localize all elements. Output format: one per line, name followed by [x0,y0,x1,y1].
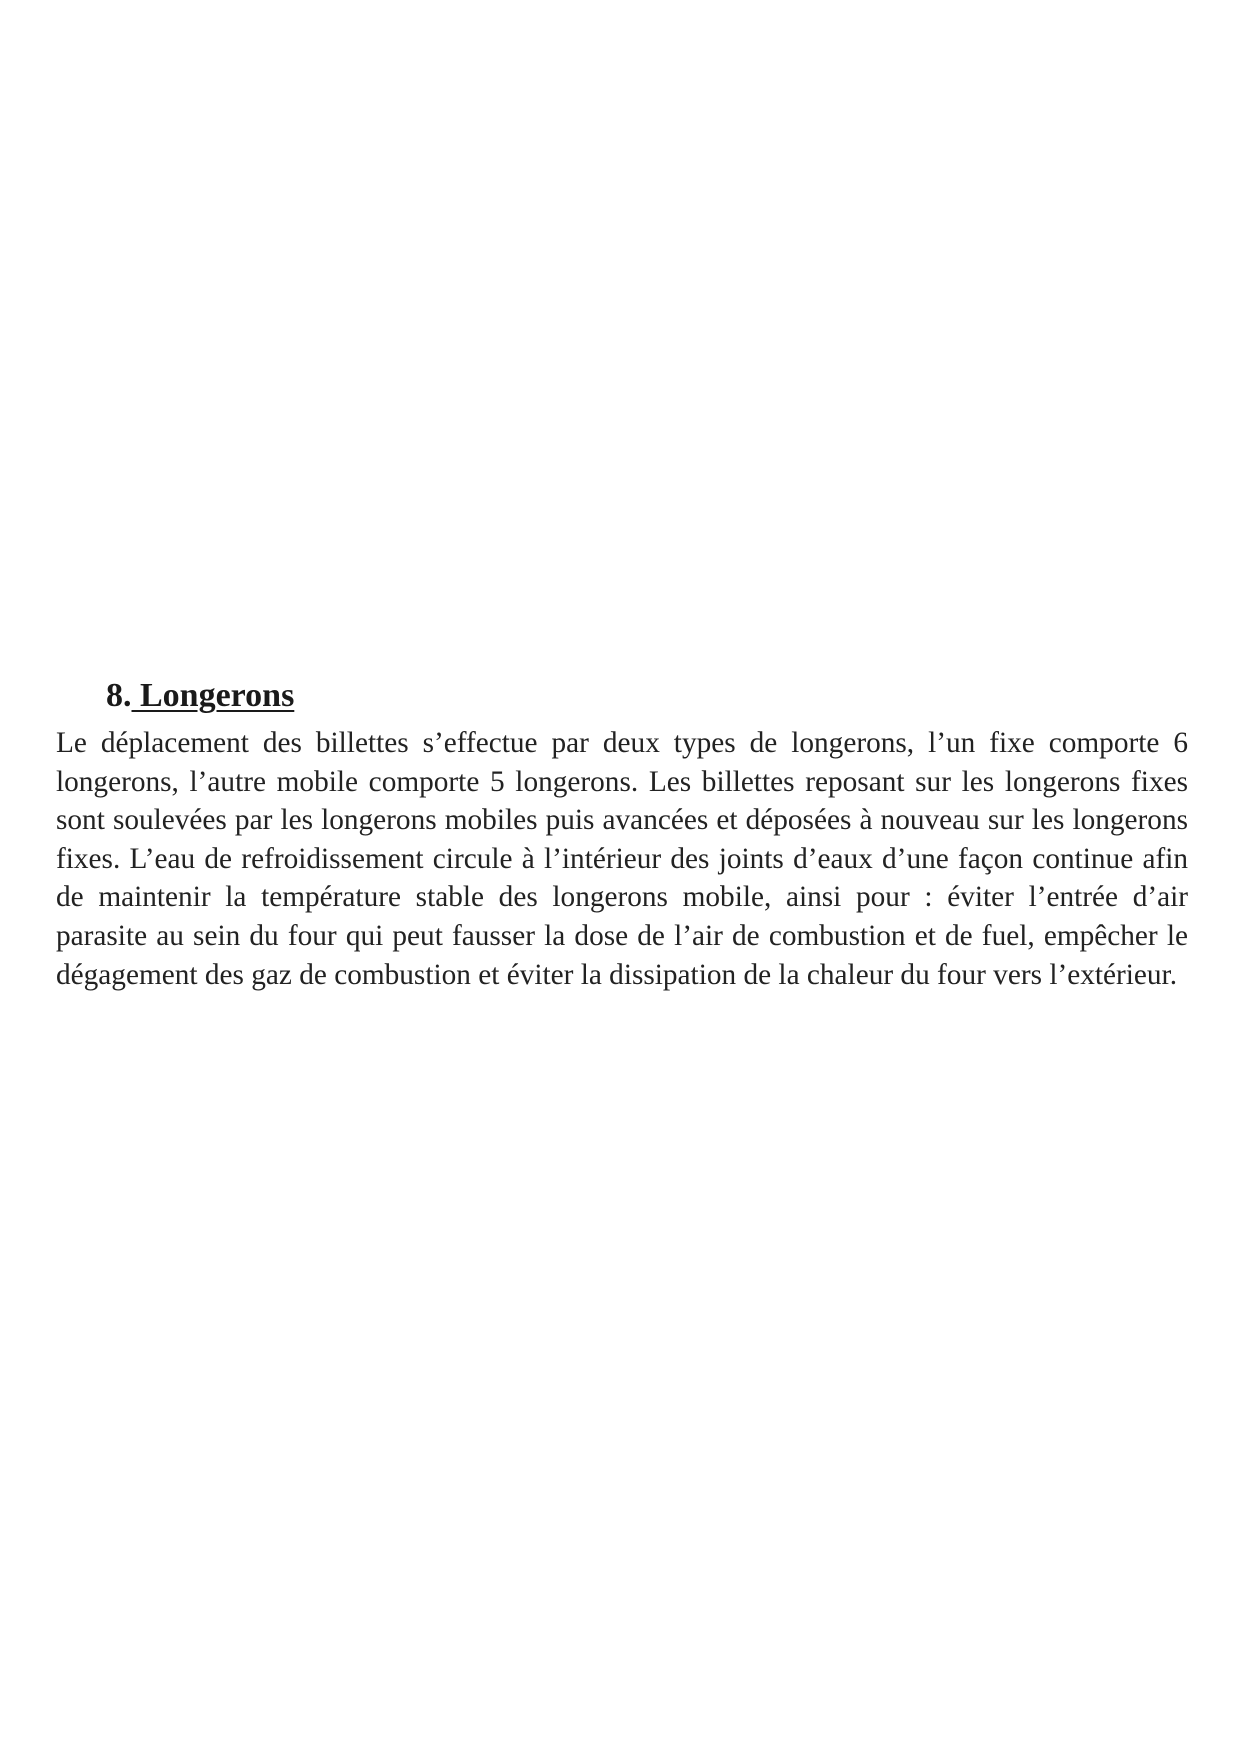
section-title: Longerons [131,677,295,714]
section-longerons [56,674,1188,994]
section-number: 8. [106,677,132,714]
section-heading [106,674,1188,718]
section-paragraph: Le déplacement des billettes s’effectue par deux types de longerons, l’un fixe comporte 6 longerons, l’autre mobile comporte 5 longerons. Les billettes reposant sur les longerons fixes sont soulevées par les longerons mobiles puis avancées et déposées à nouveau sur les longerons fixes. L’eau de refroidissement circule à l’intérieur des joints d’eaux d’une façon continue afin de maintenir la température stable des longerons mobile, ainsi pour : éviter l’entrée d’air parasite au sein du four qui peut fausser la dose de l’air de combustion et de fuel, empêcher le dégagement des gaz de combustion et éviter la dissipation de la chaleur du four vers l’extérieur. [56,727,1188,991]
